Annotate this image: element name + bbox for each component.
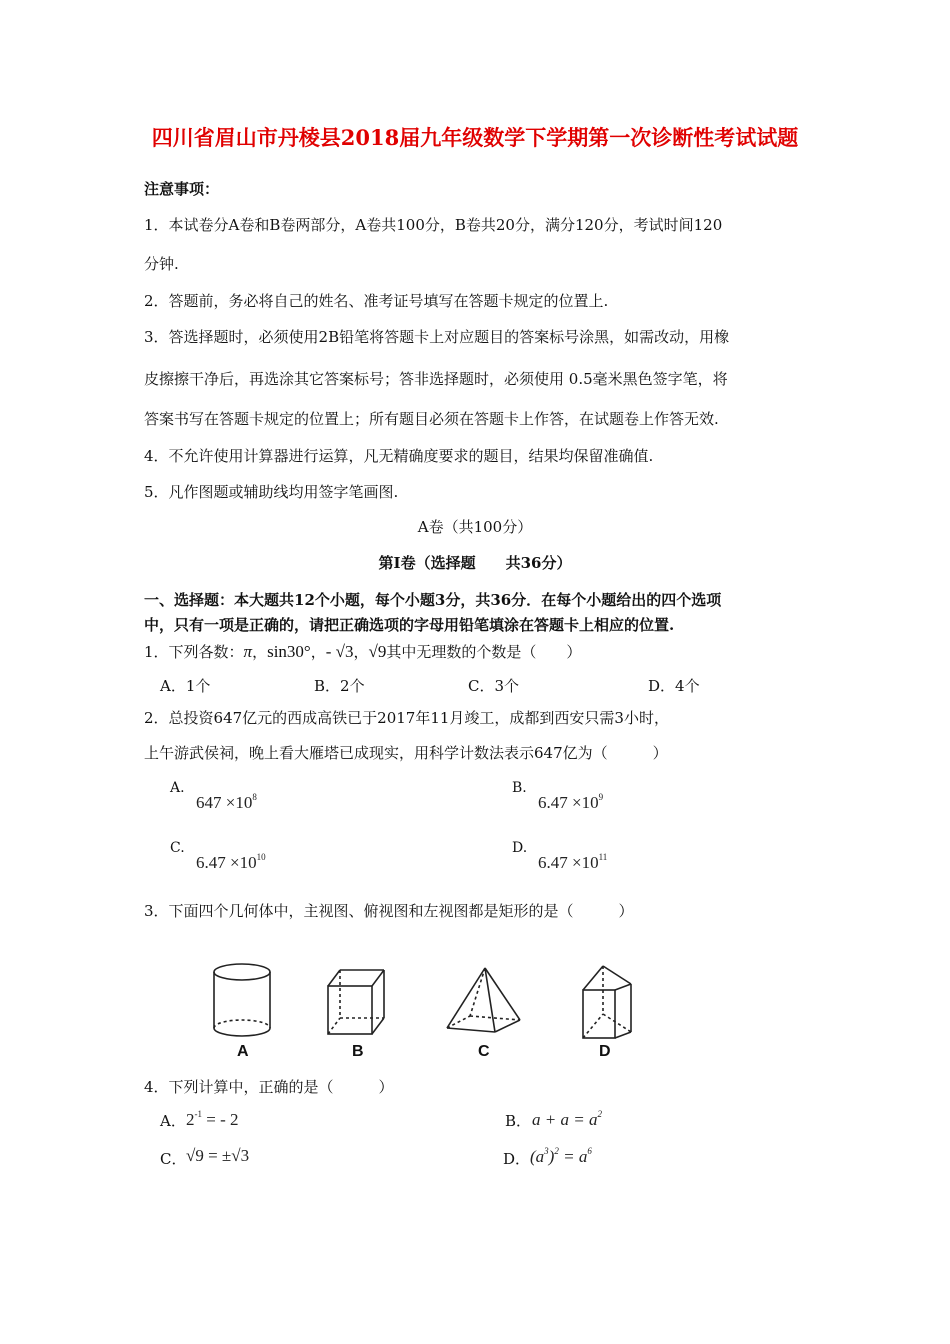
q1-pi: π: [243, 642, 253, 661]
q2-option-d-exp: 11: [598, 852, 608, 862]
q4-a-base: 2: [186, 1110, 195, 1129]
q2-option-d: [538, 852, 607, 873]
q2-option-b-base: 6.47 ×10: [538, 793, 599, 812]
notice-line: 4．不允许使用计算器进行运算，凡无精确度要求的题目，结果均保留准确值.: [144, 447, 654, 465]
q2-option-c-exp: 10: [256, 852, 266, 862]
figure-label-b: B: [352, 1043, 364, 1060]
notice-line: 分钟.: [144, 255, 179, 273]
q4-d-eq: = a: [558, 1147, 588, 1166]
figure-label-a: A: [237, 1043, 249, 1060]
part-one-heading: 第Ⅰ卷（选择题 共36分）: [378, 554, 572, 572]
q4-option-a: [186, 1109, 239, 1130]
notice-line: 5．凡作图题或辅助线均用签字笔画图.: [144, 483, 399, 501]
q2-option-b-letter: B.: [512, 780, 527, 796]
q4-option-b: [532, 1109, 602, 1130]
section-intro-line: 中，只有一项是正确的，请把正确选项的字母用铅笔填涂在答题卡上相应的位置.: [144, 616, 675, 634]
q4-option-b-letter: B．: [505, 1112, 532, 1130]
cylinder-figure: [214, 964, 270, 1036]
q4-d-a: (a: [530, 1147, 545, 1166]
section-a-heading: A卷（共100分）: [417, 518, 533, 536]
notice-line: 答案书写在答题卡规定的位置上；所有题目必须在答题卡上作答，在试题卷上作答无效.: [144, 410, 719, 428]
q2-option-a-letter: A.: [170, 780, 185, 796]
q4-d-exp2: 2: [554, 1146, 559, 1156]
page-title: 四川省眉山市丹棱县2018届九年级数学下学期第一次诊断性考试试题: [151, 125, 799, 150]
q4-d-exp3: 6: [587, 1146, 592, 1156]
notice-line: 1．本试卷分A卷和B卷两部分，A卷共100分，B卷共20分，满分120分，考试时间120: [144, 216, 723, 234]
notice-line: 皮擦擦干净后，再选涂其它答案标号；答非选择题时，必须使用 0.5毫米黑色签字笔，将: [144, 370, 728, 388]
q4-a-exp: -1: [194, 1109, 202, 1119]
notice-line: 3．答选择题时，必须使用2B铅笔将答题卡上对应题目的答案标号涂黑，如需改动，用橡: [144, 328, 730, 346]
figure-label-d: D: [599, 1043, 611, 1060]
q4-d-exp1: 3: [544, 1146, 549, 1156]
q2-option-c-letter: C.: [170, 840, 185, 856]
q1-sin: sin30°: [267, 642, 311, 661]
q4-b-exp: 2: [597, 1109, 602, 1119]
q2-option-a-base: 647 ×10: [196, 793, 253, 812]
question-1: 1．下列各数：π，sin30°，- √3，√9其中无理数的个数是（ ）: [144, 642, 582, 661]
q2-option-a: [196, 792, 257, 813]
q1-sqrt9: √9: [368, 642, 387, 661]
q1-option-b: B．2个: [314, 677, 365, 695]
q2-option-a-exp: 8: [252, 792, 257, 802]
q2-option-d-letter: D.: [512, 840, 528, 856]
q4-b-main: a + a = a: [532, 1110, 598, 1129]
q1-option-c: C．3个: [468, 677, 520, 695]
q1-suffix: 其中无理数的个数是（ ）: [386, 643, 582, 661]
question-2-line2: 上午游武侯祠，晚上看大雁塔已成现实，用科学计数法表示647亿为（ ）: [144, 744, 668, 762]
q2-option-c-base: 6.47 ×10: [196, 853, 257, 872]
prism-figure: [583, 966, 631, 1038]
q4-d-close: ): [548, 1147, 555, 1166]
q4-option-d: [530, 1146, 592, 1167]
q2-option-c: [196, 852, 266, 873]
q4-option-d-letter: D．: [503, 1150, 531, 1168]
q2-option-b-exp: 9: [598, 792, 604, 802]
q4-option-c-letter: C．: [160, 1150, 187, 1168]
question-3: 3．下面四个几何体中，主视图、俯视图和左视图都是矩形的是（ ）: [144, 902, 634, 920]
figure-label-c: C: [478, 1043, 490, 1060]
q1-prefix: 1．下列各数：: [144, 643, 244, 661]
q4-option-c: √9 = ±√3: [186, 1146, 250, 1165]
question-2-line1: 2．总投资647亿元的西成高铁已于2017年11月竣工，成都到西安只需3小时，: [144, 709, 669, 727]
q1-option-a: A．1个: [160, 677, 211, 695]
q1-option-d: D．4个: [648, 677, 700, 695]
pyramid-figure: [447, 968, 520, 1032]
q1-neg-sqrt3: - √3: [325, 642, 354, 661]
cube-figure: [328, 970, 384, 1034]
notice-line: 2．答题前，务必将自己的姓名、准考证号填写在答题卡规定的位置上.: [144, 292, 609, 310]
q4-option-a-letter: A．: [160, 1112, 186, 1130]
q2-option-d-base: 6.47 ×10: [538, 853, 599, 872]
q4-a-rest: = - 2: [202, 1110, 239, 1129]
notice-heading: 注意事项：: [144, 180, 220, 198]
q2-option-b: [538, 792, 603, 813]
section-intro-line: 一、选择题：本大题共12个小题，每个小题3分，共36分．在每个小题给出的四个选项: [144, 591, 722, 609]
geometry-figures: [195, 958, 655, 1046]
question-4: 4．下列计算中，正确的是（ ）: [144, 1078, 394, 1096]
